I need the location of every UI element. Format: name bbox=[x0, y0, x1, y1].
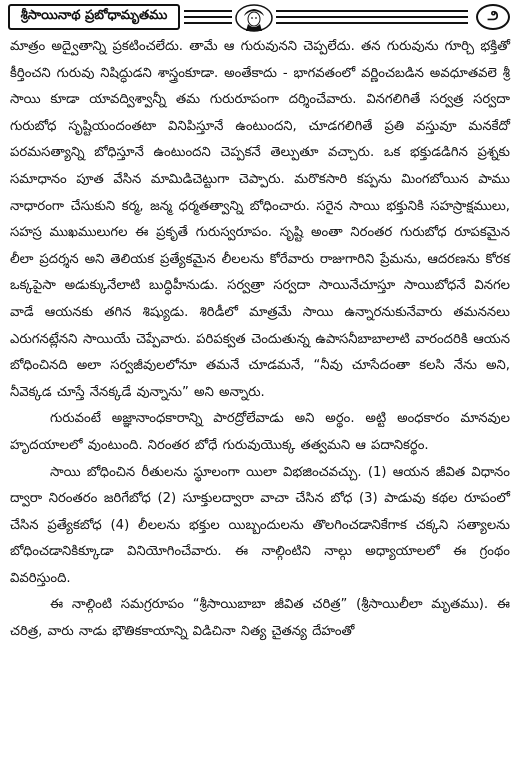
header-rule bbox=[184, 22, 468, 24]
body-paragraph: సాయి బోధించిన రీతులను స్థూలంగా యిలా విభజించవచ్చు. (1) ఆయన జీవిత విధానం ద్వారా నిరంతరం జరిగేబోధ (2) సూక్తులద్వారా వాచా చేసిన బోధ (3) పాడువు కథల రూపంలో చేసిన ప్రత్యేకబోధ (4) లీలలను భక్తుల యిబ్బందులను తొలగించడానికేగాక చక్కని సత్యాలను బోధించడానికిక్కూడా వినియోగించేవారు. ఈ నాల్గింటిని నాల్గు అధ్యాయాలలో ఈ గ్రంథం వివరిస్తుంది. bbox=[10, 464, 510, 586]
header-rule bbox=[184, 16, 468, 18]
body-paragraph: గురువంటే అజ్ఞానాంధకారాన్ని పారద్రోలేవాడు అని అర్థం. అట్టి అంధకారం మానవుల హృదయాలలో వుంటుంది. నిరంతర బోధే గురువుయొక్క తత్వమని ఆ పదానికర్థం. bbox=[10, 411, 510, 453]
body-paragraph: మాత్రం అద్వైతాన్ని ప్రకటించలేదు. తామే ఆ గురువునని చెప్పలేదు. తన గురువును గూర్చి భక్తితో కీర్తించని గురువు నిషిద్ధుడని శాస్త్రంకూడా. అంతేకాదు - భాగవతంలో వర్ణించబడిన అవధూతవలె శ్రీ సాయి కూడా యావద్విశ్వాన్నీ తమ గురురూపంగా దర్శించేవారు. వినగలిగితే సర్వత్ర సర్వదా గురుబోధ సృష్టియందంతటా వినిపిస్తూనే ఉంటుందని, చూడగలిగితే ప్రతి వస్తువూ మనకేదో పరమసత్యాన్ని బోధిస్తూనే ఉంటుందని చెప్పకనే తెల్పుతూ వచ్చారు. ఒక భక్తుడడిగిన ప్రశ్నకు సమాధానం పూత వేసిన మామిడిచెట్టుగా చెప్పారు. మరొకసారి కప్పను మింగబోయిన పాము నాధారంగా చేసుకుని కర్మ, జన్మ ధర్మతత్వాన్ని బోధించారు. సరైన సాయి భక్తునికి సహస్రాక్షములు, సహస్ర ముఖములుగల ఈ ప్రకృతే గురుస్వరూపం. సృష్టి అంతా నిరంతర గురుబోధ రూపకమైన లీలా ప్రదర్శన అని తెలియక ప్రత్యేకమైన లీలలను కోరేవారు రాజుగారిని ప్రేమను, ఆదరణను కోరక ఒక్కపైసా అడుక్కునేలాటి బుద్ధిహీనుడు. సర్వత్రా సర్వదా సాయినేచూస్తూ సాయిబోధనే వినగల వాడే ఆయనకు తగిన శిష్యుడు. శిరిడీలో మాత్రమే సాయి ఉన్నారనుకునేవారు తమననలు ఎరుగనట్లేనని సాయియే చెప్పేవారు. పరిపక్వత చెందుతున్న ఉపాసనీబాబాలాటి వారందరికి ఆయన బోధించినది అలా సర్వజీవులలోనూ తమనే చూడమనే, “నీవు చూసేదంతా కలసి నేను అని, నీవెక్కడ చూస్తే నేనక్కడే వున్నాను” అని అన్నారు. bbox=[10, 39, 510, 400]
page-body bbox=[10, 34, 510, 646]
page-number: ౨ bbox=[476, 4, 510, 30]
page-header bbox=[8, 4, 512, 34]
header-rule bbox=[184, 10, 468, 12]
body-paragraph: ఈ నాల్గింటి సమగ్రరూపం “శ్రీసాయిబాబా జీవిత చరిత్ర” (శ్రీసాయిలీలా మృతము). ఈ చరిత్ర, వారు నాడు భౌతికకాయాన్ని విడిచినా నిత్య చైతన్య దేహంతో bbox=[10, 597, 510, 640]
saint-portrait-icon bbox=[232, 4, 276, 32]
running-title: శ్రీసాయినాథ ప్రబోధామృతము bbox=[8, 4, 180, 30]
